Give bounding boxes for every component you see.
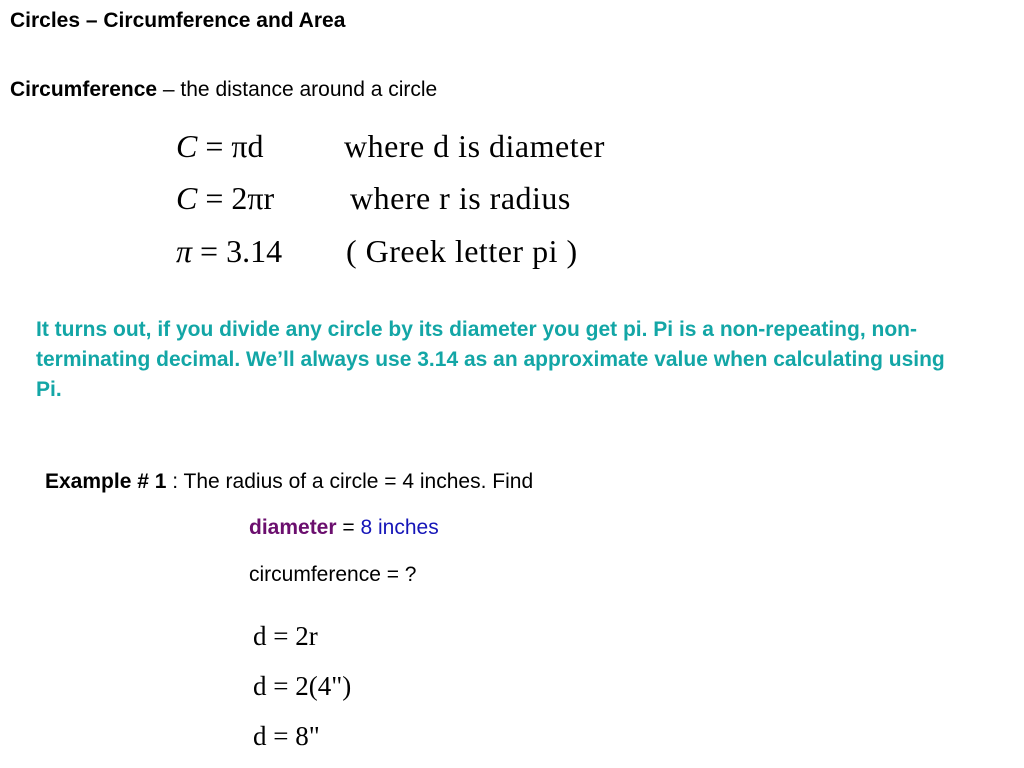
formula-3-expression: = 3.14	[192, 233, 283, 269]
diameter-equals: =	[336, 516, 361, 539]
formula-circumference-diameter	[176, 128, 716, 166]
formula-1-expression: = πd	[197, 128, 264, 164]
formula-2-variable: C	[176, 180, 198, 216]
formula-3-description: ( Greek letter pi )	[346, 233, 578, 269]
formula-1-description: where d is diameter	[344, 128, 605, 164]
example-prompt	[45, 470, 533, 494]
example-text: : The radius of a circle = 4 inches. Find	[166, 470, 534, 493]
page-title: Circles – Circumference and Area	[10, 9, 346, 32]
diameter-term: diameter	[249, 516, 337, 539]
formula-2-expression: = 2πr	[197, 180, 275, 216]
example-unknown-line: circumference = ?	[249, 563, 417, 586]
formula-1-equation	[176, 128, 264, 164]
formula-pi-value	[176, 233, 716, 271]
example-label: Example # 1	[45, 470, 167, 493]
formula-circumference-radius	[176, 180, 716, 218]
formula-3-equation	[176, 233, 282, 269]
diameter-value: 8 inches	[360, 516, 439, 539]
formula-2-equation	[176, 180, 274, 216]
formula-1-variable: C	[176, 128, 198, 164]
pi-explanation-note: It turns out, if you divide any circle by its diameter you get pi. Pi is a non-repeating, non-terminating decimal. We’ll always use 3.14 as an approximate value when calculating using Pi.	[36, 318, 945, 401]
work-step-1: d = 2r	[253, 621, 318, 651]
definition-term: Circumference	[10, 78, 158, 101]
example-diameter-line	[249, 516, 439, 540]
definition-text: – the distance around a circle	[157, 78, 438, 101]
formula-2-description: where r is radius	[350, 180, 571, 216]
work-step-3: d = 8"	[253, 721, 320, 751]
work-step-2: d = 2(4")	[253, 671, 352, 701]
circumference-definition	[10, 78, 437, 102]
formula-3-variable: π	[176, 233, 193, 269]
